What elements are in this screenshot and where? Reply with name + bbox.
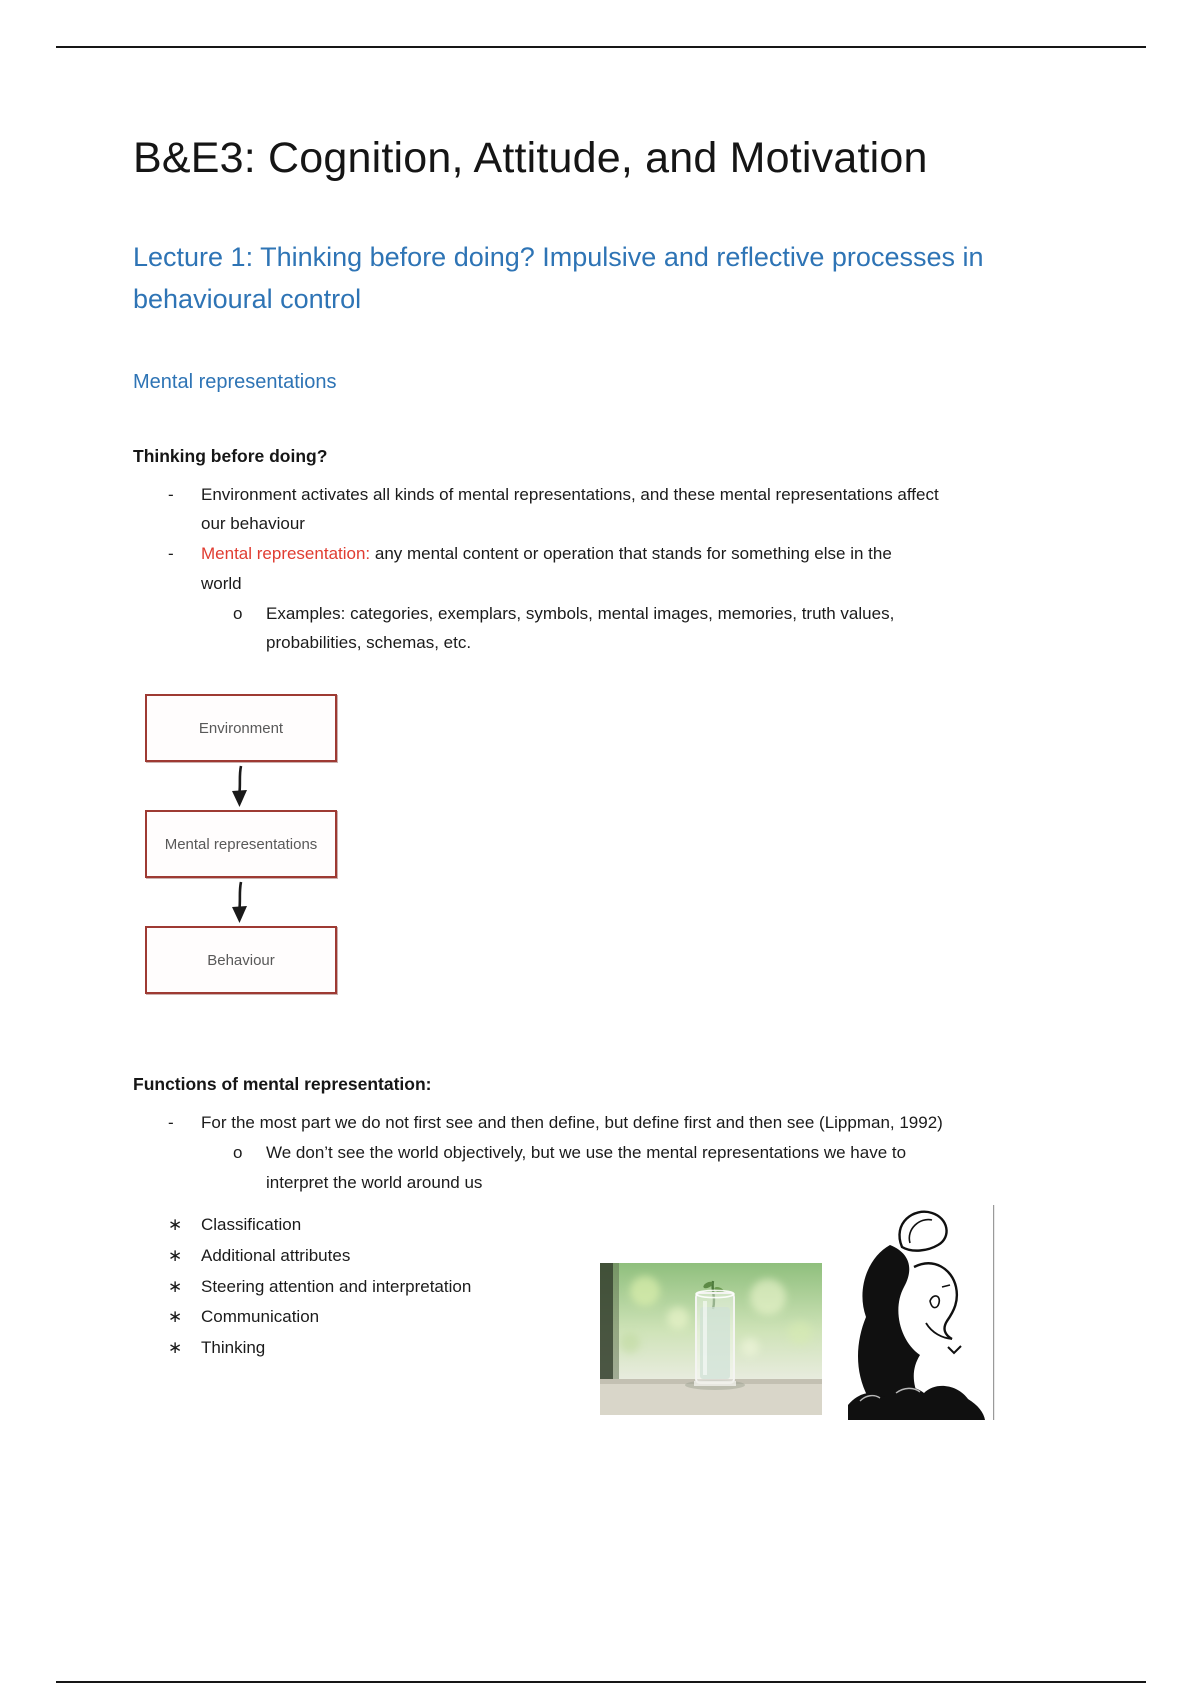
- list-item-text: We don’t see the world objectively, but we use the mental representations we have to interpret the world around us: [266, 1142, 907, 1192]
- list-item-text: Classification: [201, 1215, 302, 1235]
- page-title: B&E3: Cognition, Attitude, and Motivation: [133, 134, 928, 182]
- lecture-heading: Lecture 1: Thinking before doing? Impulsive and reflective processes in behavioural control: [133, 242, 984, 314]
- list-item-text: Examples: categories, exemplars, symbols, mental images, memories, truth values, probabilities, schemas, etc.: [266, 603, 895, 653]
- bullet-marker: ∗: [168, 1215, 183, 1235]
- flow-diagram: [145, 694, 1078, 994]
- functions-heading: Functions of mental representation:: [133, 1074, 432, 1095]
- bullet-marker: ∗: [168, 1307, 183, 1327]
- list-item: [133, 599, 1078, 659]
- down-arrow-icon: [228, 881, 252, 923]
- list-item: [133, 480, 1078, 540]
- section-subheading: Mental representations: [133, 370, 337, 393]
- bullet-marker: -: [168, 484, 174, 504]
- footer-rule: [56, 1681, 1146, 1683]
- bullet-marker: -: [168, 544, 174, 564]
- list-item-text: Communication: [201, 1307, 320, 1327]
- diagram-box-label: Environment: [198, 719, 284, 737]
- bullet-marker: ∗: [168, 1337, 183, 1357]
- diagram-box-mental-representations: [145, 810, 337, 878]
- diagram-box-behaviour: [145, 926, 337, 994]
- diagram-box-environment: [145, 694, 337, 762]
- diagram-box-label: Behaviour: [207, 951, 275, 969]
- down-arrow-icon: [228, 765, 252, 807]
- functions-list: [133, 1108, 1078, 1197]
- thinking-heading: Thinking before doing?: [133, 445, 328, 466]
- list-item-text: Steering attention and interpretation: [201, 1276, 472, 1296]
- bullet-marker: -: [168, 1113, 174, 1133]
- bullet-marker: ∗: [168, 1276, 183, 1296]
- list-item: [133, 1138, 1078, 1198]
- list-item-text: Additional attributes: [201, 1246, 351, 1266]
- list-item-text: Environment activates all kinds of mental representations, and these mental representations affect our behaviour: [201, 484, 939, 534]
- thinking-list: [133, 480, 1078, 659]
- glass-of-water-image: [600, 1263, 822, 1415]
- diagram-box-label: Mental representations: [164, 835, 318, 853]
- bullet-marker: o: [233, 1142, 243, 1162]
- list-item: [133, 539, 1078, 599]
- list-item-text: Thinking: [201, 1337, 266, 1357]
- bullet-marker: o: [233, 603, 243, 623]
- list-item-text: [201, 539, 901, 599]
- optical-illusion-image: [830, 1205, 995, 1420]
- list-item-text: For the most part we do not first see and then define, but define first and then see (Lippman, 1992): [201, 1113, 943, 1133]
- list-item-text-rest: any mental content or operation that stands for something else in the world: [201, 544, 892, 593]
- bullet-marker: ∗: [168, 1246, 183, 1266]
- emphasized-term: Mental representation:: [201, 544, 371, 564]
- list-item: [133, 1108, 1078, 1138]
- document-body: [133, 0, 1078, 1363]
